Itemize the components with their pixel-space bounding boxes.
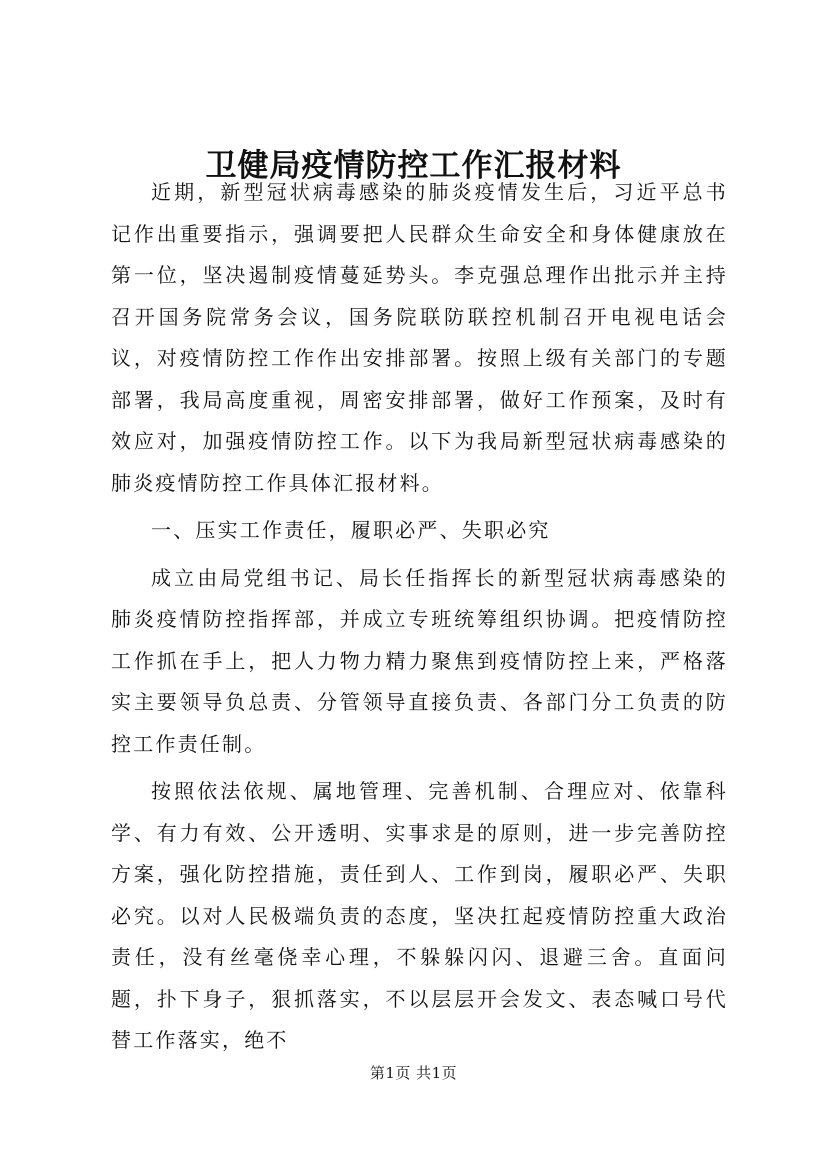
- document-body: [111, 172, 728, 1062]
- page-footer: 第1页 共1页: [369, 1064, 458, 1082]
- paragraph-intro: 近期，新型冠状病毒感染的肺炎疫情发生后，习近平总书记作出重要指示，强调要把人民群众生命安全和身体健康放在第一位，坚决遏制疫情蔓延势头。李克强总理作出批示并主持召开国务院常务会议，国务院联防联控机制召开电视电话会议，对疫情防控工作作出安排部署。按照上级有关部门的专题部署，我局高度重视，周密安排部署，做好工作预案，及时有效应对，加强疫情防控工作。以下为我局新型冠状病毒感染的肺炎疫情防控工作具体汇报材料。: [111, 180, 728, 495]
- document-title: 卫健局疫情防控工作汇报材料: [205, 148, 622, 184]
- section-heading-1: 一、压实工作责任，履职必严、失职必究: [151, 518, 551, 542]
- paragraph-command-setup: 成立由局党组书记、局长任指挥长的新型冠状病毒感染的肺炎疫情防控指挥部，并成立专班统筹组织协调。把疫情防控工作抓在手上，把人力物力精力聚焦到疫情防控上来，严格落实主要领导负总责、分管领导直接负责、各部门分工负责的防控工作责任制。: [111, 565, 728, 756]
- paragraph-principles: 按照依法依规、属地管理、完善机制、合理应对、依靠科学、有力有效、公开透明、实事求是的原则，进一步完善防控方案，强化防控措施，责任到人、工作到岗，履职必严、失职必究。以对人民极端负责的态度，坚决扛起疫情防控重大政治责任，没有丝毫侥幸心理，不躲躲闪闪、退避三舍。直面问题，扑下身子，狠抓落实，不以层层开会发文、表态喊口号代替工作落实，绝不: [111, 779, 728, 1052]
